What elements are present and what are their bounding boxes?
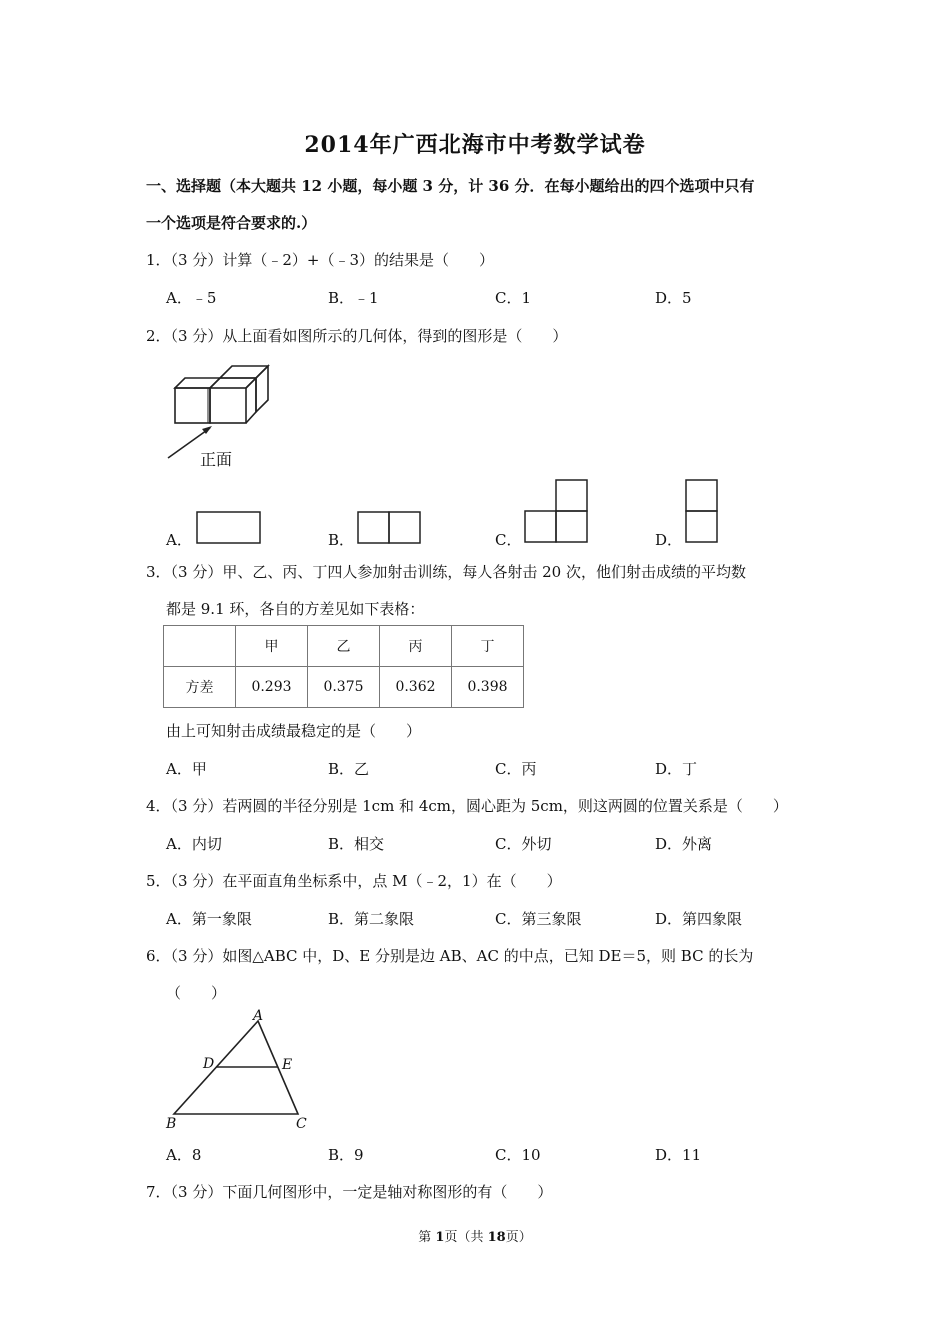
table-cell: 0.293	[236, 667, 308, 708]
footer-middle: 页（共	[444, 1230, 488, 1245]
question-6-line1: 6．（3 分）如图△ABC 中，D、E 分别是边 AB、AC 的中点，已知 DE＝5，则 BC 的长为	[146, 947, 754, 965]
q2-option-d-figure	[685, 479, 721, 545]
table-header-cell: 乙	[308, 626, 380, 667]
table-cell: 0.375	[308, 667, 380, 708]
question-7-text: 7．（3 分）下面几何图形中，一定是轴对称图形的有（ ）	[146, 1183, 553, 1201]
point-label-e: E	[282, 1057, 293, 1073]
q5-option-d: D．第四象限	[655, 910, 743, 928]
q1-option-d: D．5	[655, 289, 692, 307]
q4-option-d: D．外离	[655, 835, 713, 853]
front-cube-right-side	[246, 378, 256, 423]
q2-option-b: B．	[328, 531, 355, 549]
q2-option-d: D．	[655, 531, 683, 549]
section-heading-line2: 一个选项是符合要求的.）	[146, 214, 317, 232]
front-cube-right	[210, 388, 246, 423]
back-cube-top-face	[220, 366, 268, 378]
q6-option-d: D．11	[655, 1146, 702, 1164]
q6-option-c: C．10	[495, 1146, 541, 1164]
footer-prefix: 第	[418, 1230, 436, 1245]
question-2-text: 2．（3 分）从上面看如图所示的几何体，得到的图形是（ ）	[146, 327, 568, 345]
table-header-cell: 甲	[236, 626, 308, 667]
q2-option-a: A．	[166, 531, 192, 549]
back-cube-side-face	[256, 366, 268, 412]
table-cell: 0.362	[380, 667, 452, 708]
table-row-label: 方差	[164, 667, 236, 708]
question-3-line2: 都是 9.1 环，各自的方差见如下表格：	[166, 600, 425, 618]
vertex-label-c: C	[296, 1116, 307, 1132]
variance-table	[163, 625, 524, 708]
footer-suffix: 页）	[505, 1230, 532, 1245]
q6-option-a: A．8	[166, 1146, 202, 1164]
q2-option-c: C．	[495, 531, 522, 549]
footer-page-number: 1	[435, 1230, 445, 1245]
q5-option-a: A．第一象限	[166, 910, 252, 928]
question-6-line2: （ ）	[166, 984, 227, 1002]
question-4-text: 4．（3 分）若两圆的半径分别是 1cm 和 4cm，圆心距为 5cm，则这两圆的位置关系是（ ）	[146, 797, 788, 815]
q5-option-b: B．第二象限	[328, 910, 415, 928]
page-title: 2014年广西北海市中考数学试卷	[304, 132, 646, 158]
table-row	[164, 667, 524, 708]
q2-option-a-figure	[196, 511, 262, 545]
vertex-label-b: B	[166, 1116, 177, 1132]
q4-option-b: B．相交	[328, 835, 385, 853]
q2-option-c-figure	[524, 479, 590, 545]
q4-option-a: A．内切	[166, 835, 222, 853]
q2-option-b-figure	[357, 511, 423, 545]
q1-option-c: C．1	[495, 289, 532, 307]
front-cube-left-top	[175, 378, 220, 388]
table-header-row	[164, 626, 524, 667]
question-3-line3: 由上可知射击成绩最稳定的是（ ）	[166, 722, 422, 740]
q5-option-c: C．第三象限	[495, 910, 582, 928]
table-cell: 0.398	[452, 667, 524, 708]
front-cube-right-top	[210, 378, 256, 388]
question-1-text: 1．（3 分）计算（﹣2）+（﹣3）的结果是（ ）	[146, 251, 495, 269]
page-footer	[0, 1226, 950, 1245]
question-3-line1: 3．（3 分）甲、乙、丙、丁四人参加射击训练，每人各射击 20 次，他们射击成绩的平均数	[146, 563, 746, 581]
table-header-cell: 丁	[452, 626, 524, 667]
point-label-d: D	[203, 1056, 215, 1072]
question-5-text: 5．（3 分）在平面直角坐标系中，点 M（﹣2，1）在（ ）	[146, 872, 562, 890]
q3-option-c: C．丙	[495, 760, 537, 778]
q3-option-a: A．甲	[166, 760, 207, 778]
q4-option-c: C．外切	[495, 835, 552, 853]
front-view-label: 正面	[200, 450, 233, 469]
q3-option-d: D．丁	[655, 760, 698, 778]
q6-option-b: B．9	[328, 1146, 364, 1164]
footer-total-pages: 18	[487, 1230, 506, 1245]
front-cube-left	[175, 388, 210, 423]
q3-option-b: B．乙	[328, 760, 370, 778]
vertex-label-a: A	[253, 1008, 264, 1024]
q1-option-a: A．﹣5	[166, 289, 217, 307]
section-heading-line1: 一、选择题（本大题共 12 小题，每小题 3 分，计 36 分．在每小题给出的四个选项中只有	[146, 177, 755, 195]
table-header-cell	[164, 626, 236, 667]
q1-option-b: B．﹣1	[328, 289, 379, 307]
table-header-cell: 丙	[380, 626, 452, 667]
